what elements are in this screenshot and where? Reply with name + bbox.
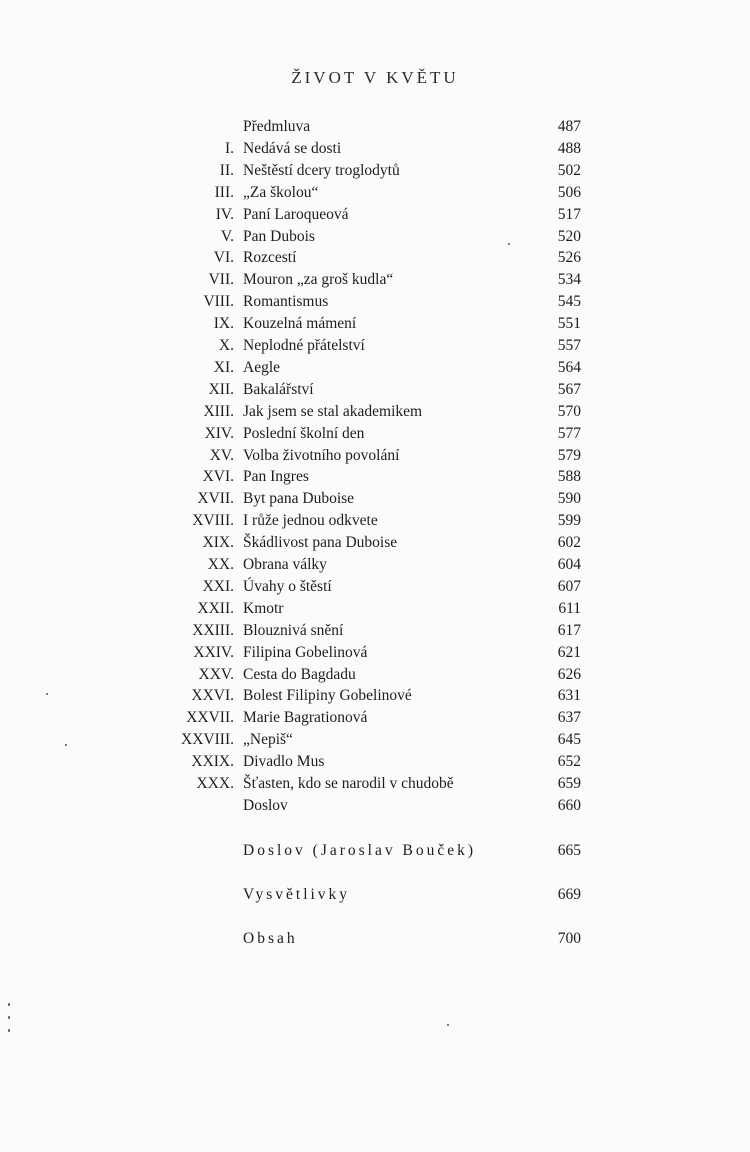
chapter-title: Filipina Gobelinová — [243, 643, 368, 661]
page-number: 526 — [557, 249, 581, 267]
toc-row — [0, 335, 750, 357]
toc-row — [0, 642, 750, 664]
chapter-title: Marie Bagrationová — [243, 709, 368, 727]
toc-row — [0, 664, 750, 686]
scan-speck — [508, 243, 510, 245]
page-number: 665 — [557, 842, 581, 859]
page-number: 604 — [557, 556, 581, 573]
toc-row — [0, 247, 750, 269]
chapter-number: XXV. — [198, 665, 234, 683]
toc-row — [0, 269, 750, 291]
page-number: 545 — [557, 293, 581, 311]
scan-speck — [8, 1016, 10, 1019]
chapter-number: IX. — [213, 315, 234, 333]
page-number: 602 — [557, 534, 581, 552]
toc-row — [0, 204, 750, 226]
chapter-number: XV. — [209, 446, 234, 464]
chapter-number: XII. — [208, 380, 234, 398]
chapter-title: „Za školou“ — [243, 183, 319, 201]
chapter-title: Kouzelná mámení — [243, 315, 357, 333]
chapter-number: XX. — [207, 556, 234, 573]
chapter-number: I. — [224, 139, 234, 157]
toc-row — [0, 795, 750, 817]
section-title: Obsah — [243, 930, 298, 947]
section-row — [0, 884, 750, 906]
chapter-number: XXIX. — [191, 753, 234, 771]
section-title: Vysvětlivky — [243, 886, 351, 903]
chapter-number: XXX. — [196, 775, 234, 792]
chapter-title: Předmluva — [243, 118, 311, 135]
chapter-number: XVIII. — [192, 512, 234, 530]
chapter-number: XXVII. — [186, 709, 234, 727]
toc-row — [0, 226, 750, 248]
page-number: 577 — [557, 424, 581, 442]
toc-row — [0, 423, 750, 445]
page-title: ŽIVOT V KVĚTU — [291, 68, 459, 87]
chapter-title: Bakalářství — [243, 380, 314, 398]
page-number: 637 — [557, 709, 581, 727]
page-number: 502 — [557, 161, 581, 179]
page-number: 669 — [557, 886, 581, 903]
page-number: 534 — [557, 271, 581, 289]
chapter-title: Bolest Filipiny Gobelinové — [243, 687, 412, 705]
chapter-number: XXIII. — [192, 621, 234, 639]
chapter-title: Romantismus — [243, 293, 329, 311]
toc-row — [0, 554, 750, 576]
chapter-title: Obrana války — [243, 556, 327, 573]
chapter-title: Kmotr — [243, 599, 284, 617]
chapter-title: „Nepiš“ — [243, 731, 293, 749]
chapter-title: Nedává se dosti — [243, 139, 342, 157]
page-number: 567 — [557, 380, 581, 398]
toc-row — [0, 466, 750, 488]
toc-row — [0, 401, 750, 423]
chapter-number: XIV. — [204, 424, 234, 442]
chapter-number: XVII. — [197, 490, 234, 508]
chapter-number: X. — [218, 337, 234, 354]
chapter-number: II. — [219, 161, 234, 179]
chapter-title: Aegle — [243, 358, 281, 376]
page-number: 621 — [557, 643, 581, 661]
toc-row — [0, 357, 750, 379]
page-number: 700 — [557, 930, 581, 947]
chapter-title: Divadlo Mus — [243, 753, 325, 771]
page-number: 557 — [557, 337, 581, 354]
toc-row — [0, 116, 750, 138]
toc-row — [0, 488, 750, 510]
chapter-number: IV. — [215, 205, 234, 223]
chapter-title: Neštěstí dcery troglodytů — [243, 161, 400, 179]
section-row — [0, 840, 750, 862]
page-number: 517 — [557, 205, 581, 223]
page-number: 487 — [557, 118, 581, 135]
scan-speck — [46, 693, 48, 695]
chapter-number: XIII. — [203, 402, 234, 420]
toc-row — [0, 751, 750, 773]
toc-row — [0, 445, 750, 467]
chapter-number: XXII. — [197, 599, 234, 617]
toc-row — [0, 313, 750, 335]
chapter-title: Blouznivá snění — [243, 621, 344, 639]
chapter-title: Pan Dubois — [243, 227, 315, 245]
chapter-number: VI. — [213, 249, 234, 267]
chapter-number: XVI. — [202, 468, 234, 486]
page-number: 551 — [557, 315, 581, 333]
page-number: 570 — [557, 402, 581, 420]
chapter-number: VIII. — [203, 293, 234, 311]
chapter-title: Úvahy o štěstí — [243, 577, 332, 595]
chapter-title: Paní Laroqueová — [243, 205, 349, 223]
page-number: 588 — [557, 468, 581, 486]
chapter-title: Pan Ingres — [243, 468, 309, 486]
page-number: 520 — [557, 227, 581, 245]
page-number: 660 — [557, 796, 581, 814]
page-number: 611 — [558, 599, 581, 617]
chapter-number: VII. — [208, 271, 234, 289]
section-title: Doslov (Jaroslav Bouček) — [243, 842, 476, 859]
toc-row — [0, 138, 750, 160]
toc-row — [0, 160, 750, 182]
toc-row — [0, 598, 750, 620]
page-number: 599 — [557, 512, 581, 530]
toc-row — [0, 620, 750, 642]
page-number: 631 — [557, 687, 581, 705]
scan-speck — [8, 1003, 10, 1006]
chapter-number: V. — [220, 227, 234, 245]
toc-row — [0, 685, 750, 707]
toc-row — [0, 291, 750, 313]
section-row — [0, 928, 750, 950]
toc-row — [0, 510, 750, 532]
page-number: 607 — [557, 577, 581, 595]
toc-row — [0, 729, 750, 751]
chapter-title: Rozcestí — [243, 249, 297, 267]
chapter-title: Neplodné přátelství — [243, 337, 365, 354]
page-number: 579 — [557, 446, 581, 464]
page-number: 488 — [557, 139, 581, 157]
scan-speck — [447, 1024, 449, 1026]
chapter-title: Škádlivost pana Duboise — [243, 534, 398, 552]
chapter-title: Mouron „za groš kudla“ — [243, 271, 394, 289]
chapter-title: Volba životního povolání — [243, 446, 400, 464]
page-number: 617 — [557, 621, 581, 639]
chapter-title: Cesta do Bagdadu — [243, 665, 356, 683]
scan-speck — [8, 1029, 10, 1032]
toc-row — [0, 379, 750, 401]
scan-speck — [65, 744, 67, 746]
page-number: 590 — [557, 490, 581, 508]
toc-row — [0, 532, 750, 554]
chapter-number: XXVIII. — [181, 731, 234, 749]
chapter-number: XI. — [213, 358, 234, 376]
page-number: 659 — [557, 775, 581, 792]
chapter-title: I růže jednou odkvete — [243, 512, 378, 530]
chapter-title: Byt pana Duboise — [243, 490, 355, 508]
toc-row — [0, 576, 750, 598]
toc-row — [0, 182, 750, 204]
chapter-number: XXIV. — [193, 643, 234, 661]
chapter-title: Poslední školní den — [243, 424, 365, 442]
chapter-number: XXVI. — [191, 687, 234, 705]
chapter-title: Jak jsem se stal akademikem — [243, 402, 423, 420]
page-number: 645 — [557, 731, 581, 749]
chapter-number: III. — [214, 183, 234, 201]
chapter-number: XXI. — [202, 577, 234, 595]
chapter-title: Doslov — [243, 796, 288, 814]
page-number: 652 — [557, 753, 581, 771]
toc-row — [0, 707, 750, 729]
chapter-number: XIX. — [202, 534, 234, 552]
page-number: 626 — [557, 665, 581, 683]
chapter-title: Šťasten, kdo se narodil v chudobě — [243, 775, 454, 792]
toc-row — [0, 773, 750, 795]
page-number: 506 — [557, 183, 581, 201]
page-number: 564 — [557, 358, 581, 376]
